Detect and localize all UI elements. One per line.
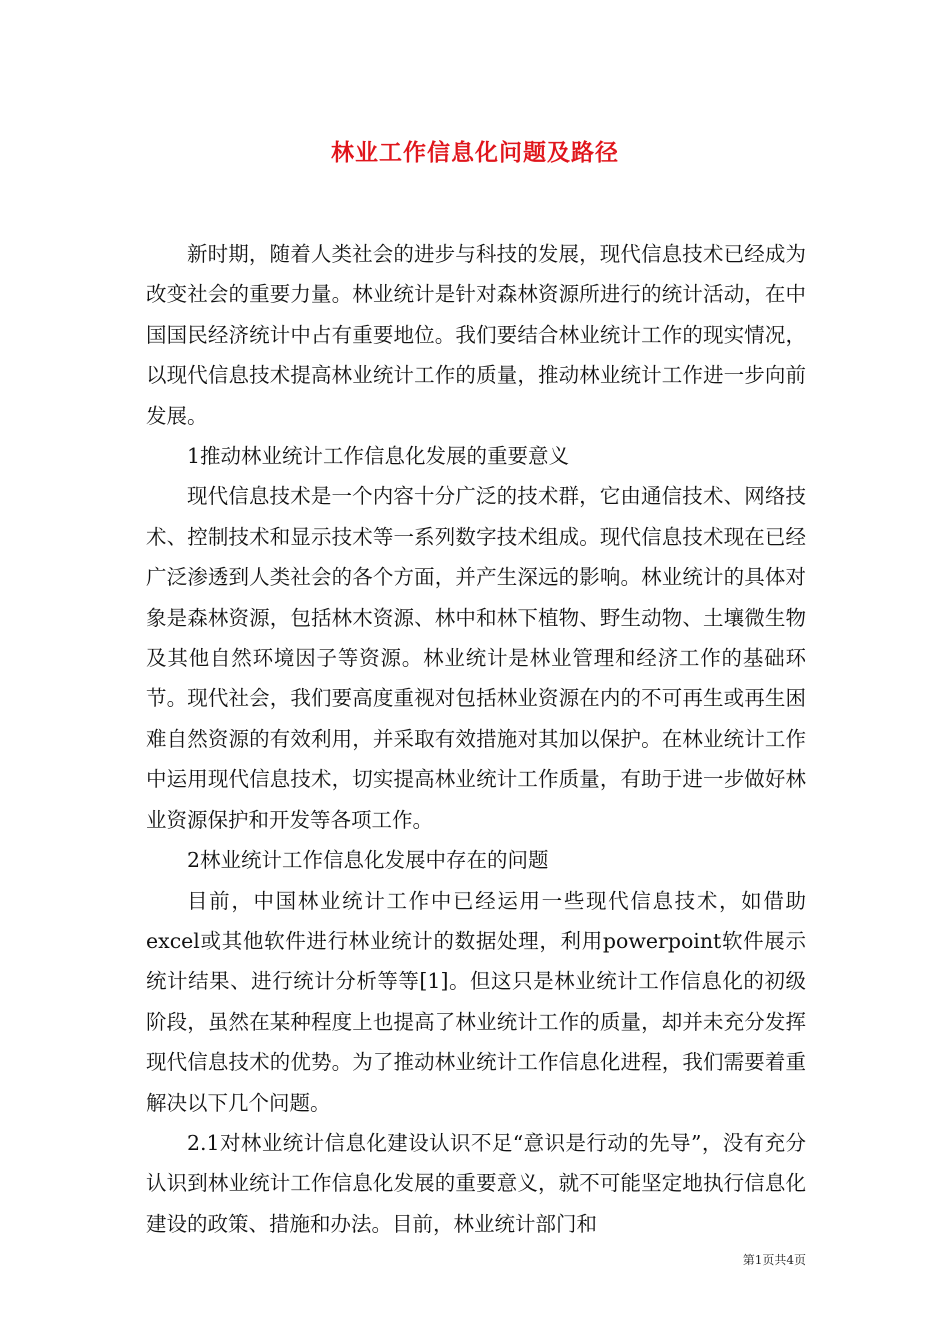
paragraph-section-2-1: 2.1对林业统计信息化建设认识不足“意识是行动的先导”，没有充分认识到林业统计工作信息化发展的重要意义，就不可能坚定地执行信息化建设的政策、措施和办法。目前，林业统计部门和 [146,1130,806,1236]
document-body [146,234,806,1244]
paragraph-section-1: 现代信息技术是一个内容十分广泛的技术群，它由通信技术、网络技术、控制技术和显示技术等一系列数字技术组成。现代信息技术现在已经广泛渗透到人类社会的各个方面，并产生深远的影响。林业统计的具体对象是森林资源，包括林木资源、林中和林下植物、野生动物、土壤微生物及其他自然环境因子等资源。林业统计是林业管理和经济工作的基础环节。现代社会，我们要高度重视对包括林业资源在内的不可再生或再生困难自然资源的有效利用，并采取有效措施对其加以保护。在林业统计工作中运用现代信息技术，切实提高林业统计工作质量，有助于进一步做好林业资源保护和开发等各项工作。 [146,484,806,832]
section-heading-2: 2林业统计工作信息化发展中存在的问题 [187,848,549,873]
document-title: 林业工作信息化问题及路径 [331,139,619,166]
section-heading-1: 1推动林业统计工作信息化发展的重要意义 [187,444,570,469]
paragraph-intro: 新时期，随着人类社会的进步与科技的发展，现代信息技术已经成为改变社会的重要力量。林业统计是针对森林资源所进行的统计活动，在中国国民经济统计中占有重要地位。我们要结合林业统计工作的现实情况，以现代信息技术提高林业统计工作的质量，推动林业统计工作进一步向前发展。 [146,242,806,428]
page-number-footer: 第1页共4页 [742,1253,806,1267]
paragraph-section-2: 目前，中国林业统计工作中已经运用一些现代信息技术，如借助excel或其他软件进行林业统计的数据处理，利用powerpoint软件展示统计结果、进行统计分析等等[1]。但这只是林业统计工作信息化的初级阶段，虽然在某种程度上也提高了林业统计工作的质量，却并未充分发挥现代信息技术的优势。为了推动林业统计工作信息化进程，我们需要着重解决以下几个问题。 [146,888,806,1115]
